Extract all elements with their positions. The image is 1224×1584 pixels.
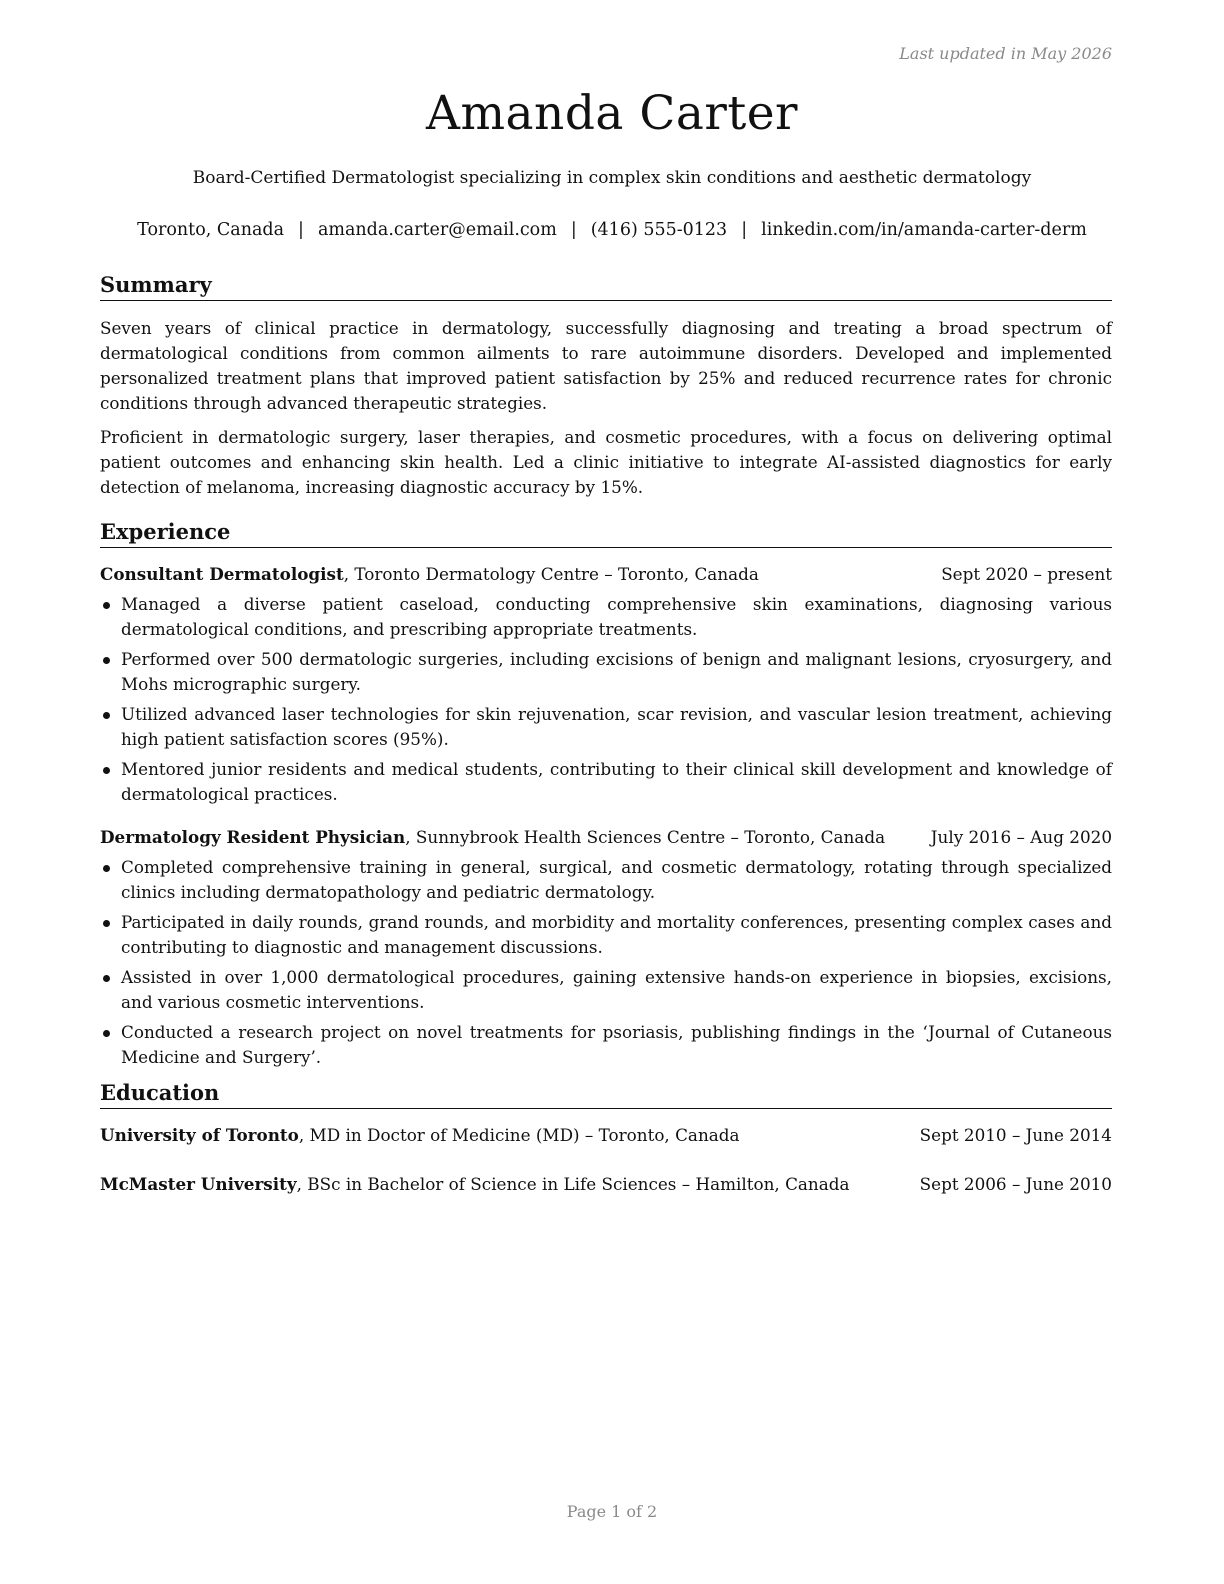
summary-heading: Summary	[100, 270, 1112, 301]
bullet-icon	[103, 975, 110, 982]
bullet-icon	[103, 712, 110, 719]
contact-location: Toronto, Canada	[137, 220, 285, 240]
contact-phone: (416) 555-0123	[590, 220, 728, 240]
summary-paragraph: Seven years of clinical practice in dermatology, successfully diagnosing and treating a broad spectrum of dermatological conditions from common ailments to rare autoimmune disorders. Developed and implemented personalized treatment plans that improved patient satisfaction by 25% and reduced recurrence rates for chronic conditions through advanced therapeutic strategies.	[100, 318, 1112, 413]
job-entry	[100, 562, 1112, 807]
job-role: Consultant Dermatologist	[100, 564, 344, 584]
summary-paragraph: Proficient in dermatologic surgery, laser therapies, and cosmetic procedures, with a focus on delivering optimal patient outcomes and enhancing skin health. Led a clinic initiative to integrate AI-assisted diagnostics for early detection of melanoma, increasing diagnostic accuracy by 15%.	[100, 427, 1112, 497]
contact-linkedin[interactable]: linkedin.com/in/amanda-carter-derm	[761, 220, 1087, 240]
bullet-icon	[103, 865, 110, 872]
education-dates: Sept 2010 – June 2014	[919, 1125, 1112, 1145]
degree-detail: , MD in Doctor of Medicine (MD) – Toronto, Canada	[298, 1125, 740, 1145]
job-organization: , Toronto Dermatology Centre – Toronto, Canada	[343, 564, 759, 584]
job-bullet: Mentored junior residents and medical students, contributing to their clinical skill development and knowledge of dermatological practices.	[100, 757, 1112, 807]
job-bullet: Utilized advanced laser technologies for skin rejuvenation, scar revision, and vascular lesion treatment, achieving high patient satisfaction scores (95%).	[100, 702, 1112, 752]
job-bullets	[100, 592, 1112, 807]
job-header	[100, 562, 1112, 587]
bullet-icon	[103, 767, 110, 774]
education-entry	[100, 1172, 1112, 1197]
summary-section	[100, 270, 1112, 500]
education-dates: Sept 2006 – June 2010	[919, 1174, 1112, 1194]
bullet-icon	[103, 657, 110, 664]
contact-separator: |	[298, 220, 304, 240]
job-header	[100, 825, 1112, 850]
candidate-name: Amanda Carter	[426, 86, 798, 141]
page-number: Page 1 of 2	[566, 1502, 658, 1521]
contact-separator: |	[741, 220, 748, 240]
school-name: McMaster University	[100, 1174, 297, 1194]
education-section	[100, 1078, 1112, 1197]
job-dates: Sept 2020 – present	[941, 564, 1112, 584]
job-bullet: Performed over 500 dermatologic surgeries, including excisions of benign and malignant lesions, cryosurgery, and Mohs micrographic surgery.	[100, 647, 1112, 697]
job-bullet: Participated in daily rounds, grand rounds, and morbidity and mortality conferences, presenting complex cases and contributing to diagnostic and management discussions.	[100, 910, 1112, 960]
last-updated-note: Last updated in May 2026	[899, 44, 1112, 63]
bullet-icon	[103, 602, 110, 609]
candidate-tagline: Board-Certified Dermatologist specializing in complex skin conditions and aesthetic dermatology	[192, 168, 1032, 188]
job-organization: , Sunnybrook Health Sciences Centre – Toronto, Canada	[405, 827, 886, 847]
contact-separator: |	[570, 220, 577, 240]
job-bullet: Assisted in over 1,000 dermatological procedures, gaining extensive hands-on experience in biopsies, excisions, and various cosmetic interventions.	[100, 965, 1112, 1015]
experience-heading: Experience	[100, 517, 1112, 548]
education-entry	[100, 1123, 1112, 1148]
school-name: University of Toronto	[100, 1125, 299, 1145]
job-entry	[100, 825, 1112, 1070]
bullet-icon	[103, 920, 110, 927]
job-bullets	[100, 855, 1112, 1070]
bullet-icon	[103, 1030, 110, 1037]
job-bullet: Conducted a research project on novel treatments for psoriasis, publishing findings in the ‘Journal of Cutaneous Medicine and Surgery’.	[100, 1020, 1112, 1070]
job-bullet: Completed comprehensive training in general, surgical, and cosmetic dermatology, rotating through specialized clinics including dermatopathology and pediatric dermatology.	[100, 855, 1112, 905]
degree-detail: , BSc in Bachelor of Science in Life Sciences – Hamilton, Canada	[296, 1174, 850, 1194]
contact-line	[0, 220, 1224, 240]
job-dates: July 2016 – Aug 2020	[930, 827, 1112, 847]
resume-content	[100, 270, 1112, 1197]
contact-email[interactable]: amanda.carter@email.com	[317, 220, 557, 240]
job-role: Dermatology Resident Physician	[100, 827, 406, 847]
job-bullet: Managed a diverse patient caseload, conducting comprehensive skin examinations, diagnosing various dermatological conditions, and prescribing appropriate treatments.	[100, 592, 1112, 642]
experience-section	[100, 517, 1112, 1070]
education-heading: Education	[100, 1078, 1112, 1109]
